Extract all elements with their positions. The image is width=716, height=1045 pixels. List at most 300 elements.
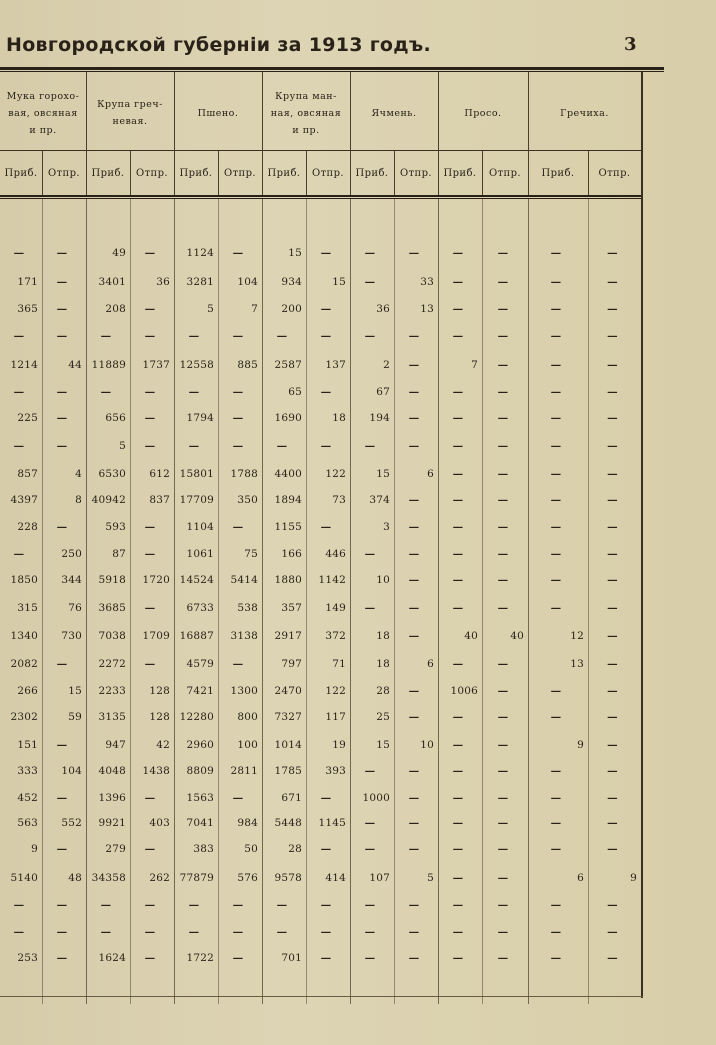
table-cell: 576 — [237, 872, 258, 884]
table-cell: — — [550, 330, 562, 342]
table-cell: 414 — [325, 872, 346, 884]
table-cell: — — [188, 386, 200, 398]
table-cell: 357 — [281, 602, 302, 614]
table-cell: — — [56, 521, 68, 533]
table-cell: — — [550, 521, 562, 533]
table-cell: — — [607, 792, 618, 804]
table-cell: — — [408, 952, 420, 964]
table-cell: 797 — [281, 658, 302, 670]
table-cell: — — [607, 602, 618, 614]
table-cell: 12558 — [179, 359, 214, 371]
table-cell: — — [188, 440, 200, 452]
table-cell: — — [452, 521, 464, 533]
group-header — [174, 80, 262, 146]
table-cell: — — [232, 792, 244, 804]
table-cell: — — [607, 899, 618, 911]
table-cell: 5 — [427, 872, 434, 884]
table-cell: — — [320, 247, 332, 259]
table-cell: — — [497, 548, 509, 560]
table-cell: — — [607, 494, 618, 506]
table-cell: 77879 — [179, 872, 214, 884]
table-cell: 1155 — [274, 521, 302, 533]
table-cell: — — [452, 765, 464, 777]
table-cell: 593 — [105, 521, 126, 533]
table-cell: 11889 — [91, 359, 126, 371]
table-cell: — — [56, 792, 68, 804]
table-cell: 36 — [376, 303, 390, 315]
table-cell: 1000 — [362, 792, 390, 804]
table-cell: — — [408, 899, 420, 911]
table-cell: — — [276, 440, 288, 452]
column-subheader: Приб. — [91, 167, 125, 179]
table-cell: 315 — [17, 602, 38, 614]
table-cell: — — [100, 899, 112, 911]
table-cell: 28 — [376, 685, 390, 697]
table-cell: — — [550, 412, 562, 424]
header-bottom-rule-thin — [0, 198, 642, 199]
table-cell: — — [364, 843, 376, 855]
table-cell: — — [320, 386, 332, 398]
table-row — [0, 737, 641, 753]
table-cell: — — [364, 330, 376, 342]
table-cell: — — [276, 330, 288, 342]
table-cell: 2470 — [274, 685, 302, 697]
table-cell: — — [452, 548, 464, 560]
page-number: 3 — [624, 34, 637, 55]
table-cell: — — [13, 440, 25, 452]
table-cell: — — [607, 303, 618, 315]
table-cell: 59 — [68, 711, 82, 723]
table-cell: 87 — [112, 548, 126, 560]
table-row — [0, 519, 641, 535]
table-cell: — — [56, 247, 68, 259]
table-cell: — — [13, 899, 25, 911]
table-cell: — — [497, 792, 509, 804]
table-cell: 171 — [17, 276, 38, 288]
table-cell: 50 — [244, 843, 258, 855]
table-cell: — — [550, 468, 562, 480]
table-cell: 800 — [237, 711, 258, 723]
table-cell: 6 — [427, 468, 434, 480]
table-cell: — — [364, 926, 376, 938]
table-cell: — — [408, 765, 420, 777]
table-cell: 1061 — [186, 548, 214, 560]
table-cell: — — [452, 386, 464, 398]
table-cell: 984 — [237, 817, 258, 829]
table-cell: 137 — [325, 359, 346, 371]
table-cell: 7 — [471, 359, 478, 371]
table-cell: — — [607, 843, 618, 855]
table-cell: — — [452, 872, 464, 884]
column-subheader: Отпр. — [48, 167, 80, 179]
table-cell: 6 — [577, 872, 584, 884]
table-cell: 151 — [17, 739, 38, 751]
table-cell: 552 — [61, 817, 82, 829]
table-cell: — — [497, 330, 509, 342]
column-subheader: Отпр. — [400, 167, 432, 179]
table-cell: — — [364, 899, 376, 911]
table-cell: — — [408, 817, 420, 829]
table-cell: 42 — [156, 739, 170, 751]
table-cell: — — [452, 711, 464, 723]
column-subheader: Приб. — [179, 167, 213, 179]
table-cell: — — [408, 412, 420, 424]
group-header — [0, 80, 86, 146]
table-cell: — — [320, 303, 332, 315]
table-cell: — — [497, 276, 509, 288]
table-cell: — — [607, 359, 618, 371]
column-subheader: Приб. — [4, 167, 38, 179]
table-cell: 4400 — [274, 468, 302, 480]
table-cell: 17709 — [179, 494, 214, 506]
table-cell: — — [497, 952, 509, 964]
table-cell: — — [497, 739, 509, 751]
table-cell: — — [56, 739, 68, 751]
table-cell: 365 — [17, 303, 38, 315]
table-cell: 75 — [244, 548, 258, 560]
table-cell: 374 — [369, 494, 390, 506]
table-cell: 13 — [420, 303, 434, 315]
table-cell: — — [188, 330, 200, 342]
table-cell: — — [497, 872, 509, 884]
table-cell: — — [408, 574, 420, 586]
table-cell: 1690 — [274, 412, 302, 424]
group-header-label: Крупа греч- невая. — [97, 99, 163, 127]
table-cell: 934 — [281, 276, 302, 288]
table-cell: 1104 — [186, 521, 214, 533]
table-cell: 1894 — [274, 494, 302, 506]
table-cell: 3135 — [98, 711, 126, 723]
table-cell: — — [550, 926, 562, 938]
table-cell: — — [144, 521, 156, 533]
table-cell: 730 — [61, 630, 82, 642]
table-cell: 1850 — [10, 574, 38, 586]
table-cell: — — [408, 247, 420, 259]
table-cell: — — [497, 574, 509, 586]
table-cell: — — [497, 468, 509, 480]
table-cell: 563 — [17, 817, 38, 829]
table-cell: — — [452, 739, 464, 751]
table-cell: — — [452, 330, 464, 342]
table-cell: — — [144, 386, 156, 398]
table-row — [0, 245, 641, 261]
table-cell: 5448 — [274, 817, 302, 829]
table-cell: — — [232, 247, 244, 259]
table-cell: — — [144, 602, 156, 614]
table-cell: — — [13, 548, 25, 560]
table-cell: — — [607, 739, 618, 751]
table-row — [0, 301, 641, 317]
table-cell: — — [497, 440, 509, 452]
table-cell: — — [144, 548, 156, 560]
table-cell: — — [497, 711, 509, 723]
table-cell: 6733 — [186, 602, 214, 614]
column-subheader: Отпр. — [136, 167, 168, 179]
table-cell: — — [408, 548, 420, 560]
table-row — [0, 790, 641, 806]
table-cell: 18 — [376, 630, 390, 642]
table-cell: 9921 — [98, 817, 126, 829]
table-cell: — — [364, 440, 376, 452]
table-cell: 1396 — [98, 792, 126, 804]
table-cell: 2960 — [186, 739, 214, 751]
table-cell: 3138 — [230, 630, 258, 642]
table-cell: 1709 — [142, 630, 170, 642]
table-cell: 2917 — [274, 630, 302, 642]
table-cell: — — [276, 899, 288, 911]
table-row — [0, 870, 641, 886]
table-cell: 128 — [149, 685, 170, 697]
table-cell: 67 — [376, 386, 390, 398]
table-cell: — — [550, 303, 562, 315]
table-cell: 266 — [17, 685, 38, 697]
table-cell: — — [497, 494, 509, 506]
table-cell: 25 — [376, 711, 390, 723]
table-cell: 122 — [325, 685, 346, 697]
table-cell: — — [232, 658, 244, 670]
column-subheader: Приб. — [541, 167, 575, 179]
table-cell: 4 — [75, 468, 82, 480]
table-cell: 19 — [332, 739, 346, 751]
column-subheader: Отпр. — [489, 167, 521, 179]
table-cell: 7041 — [186, 817, 214, 829]
table-cell: 3685 — [98, 602, 126, 614]
table-cell: 15 — [68, 685, 82, 697]
table-cell: 885 — [237, 359, 258, 371]
table-cell: — — [13, 386, 25, 398]
table-cell: 250 — [61, 548, 82, 560]
table-cell: 538 — [237, 602, 258, 614]
table-cell: — — [607, 685, 618, 697]
table-cell: — — [452, 574, 464, 586]
table-cell: — — [232, 899, 244, 911]
table-cell: — — [100, 386, 112, 398]
table-cell: 104 — [237, 276, 258, 288]
table-row — [0, 656, 641, 672]
table-row — [0, 815, 641, 831]
table-cell: 5 — [207, 303, 214, 315]
table-cell: — — [497, 843, 509, 855]
table-cell: 1145 — [318, 817, 346, 829]
table-cell: — — [56, 658, 68, 670]
table-cell: 44 — [68, 359, 82, 371]
table-cell: — — [497, 303, 509, 315]
table-cell: 2272 — [98, 658, 126, 670]
table-cell: — — [550, 817, 562, 829]
table-cell: — — [452, 952, 464, 964]
table-cell: — — [497, 685, 509, 697]
table-cell: — — [607, 276, 618, 288]
table-row — [0, 950, 641, 966]
table-cell: 5414 — [230, 574, 258, 586]
table-cell: 3 — [383, 521, 390, 533]
table-cell: — — [320, 440, 332, 452]
table-cell: — — [100, 330, 112, 342]
table-cell: — — [607, 658, 618, 670]
table-cell: 14524 — [179, 574, 214, 586]
table-cell: — — [607, 711, 618, 723]
table-cell: 7038 — [98, 630, 126, 642]
table-cell: 15801 — [179, 468, 214, 480]
table-cell: 15 — [332, 276, 346, 288]
table-cell: — — [56, 412, 68, 424]
table-row — [0, 492, 641, 508]
table-cell: 9 — [630, 872, 637, 884]
table-cell: 18 — [332, 412, 346, 424]
table-cell: 128 — [149, 711, 170, 723]
table-cell: — — [364, 952, 376, 964]
table-cell: — — [452, 602, 464, 614]
table-cell: 48 — [68, 872, 82, 884]
table-cell: 857 — [17, 468, 38, 480]
table-cell: 1794 — [186, 412, 214, 424]
table-cell: — — [232, 412, 244, 424]
table-cell: 34358 — [91, 872, 126, 884]
table-cell: 15 — [376, 739, 390, 751]
table-cell: — — [607, 817, 618, 829]
table-cell: 2587 — [274, 359, 302, 371]
table-row — [0, 709, 641, 725]
table-cell: 65 — [288, 386, 302, 398]
table-row — [0, 410, 641, 426]
table-cell: 10 — [376, 574, 390, 586]
table-cell: 16887 — [179, 630, 214, 642]
table-cell: 701 — [281, 952, 302, 964]
table-cell: 947 — [105, 739, 126, 751]
table-cell: 18 — [376, 658, 390, 670]
table-cell: 4048 — [98, 765, 126, 777]
table-cell: — — [144, 792, 156, 804]
group-header-label: Пшено. — [197, 107, 239, 119]
table-cell: — — [607, 574, 618, 586]
table-cell: 13 — [570, 658, 584, 670]
table-cell: — — [56, 440, 68, 452]
table-cell: — — [408, 440, 420, 452]
table-cell: 10 — [420, 739, 434, 751]
table-cell: 6 — [427, 658, 434, 670]
table-cell: — — [232, 330, 244, 342]
table-cell: 837 — [149, 494, 170, 506]
table-cell: — — [144, 952, 156, 964]
table-cell: — — [497, 521, 509, 533]
table-cell: 49 — [112, 247, 126, 259]
table-cell: 279 — [105, 843, 126, 855]
table-cell: — — [607, 926, 618, 938]
group-header — [528, 80, 641, 146]
table-cell: — — [232, 440, 244, 452]
table-cell: — — [320, 843, 332, 855]
table-cell: 1785 — [274, 765, 302, 777]
table-cell: 1124 — [186, 247, 214, 259]
bottom-rule — [0, 996, 643, 997]
table-cell: 194 — [369, 412, 390, 424]
table-cell: — — [607, 765, 618, 777]
table-cell: 344 — [61, 574, 82, 586]
table-cell: — — [144, 412, 156, 424]
table-cell: — — [364, 765, 376, 777]
table-cell: 107 — [369, 872, 390, 884]
table-cell: — — [497, 817, 509, 829]
table-cell: 2811 — [230, 765, 258, 777]
table-cell: 104 — [61, 765, 82, 777]
table-cell: — — [144, 658, 156, 670]
table-cell: 2302 — [10, 711, 38, 723]
top-rule — [0, 67, 664, 70]
table-cell: — — [452, 926, 464, 938]
table-cell: 2233 — [98, 685, 126, 697]
table-cell: 76 — [68, 602, 82, 614]
table-cell: — — [607, 330, 618, 342]
table-cell: — — [497, 765, 509, 777]
table-cell: — — [364, 817, 376, 829]
table-cell: 33 — [420, 276, 434, 288]
table-cell: — — [497, 926, 509, 938]
table-cell: — — [408, 711, 420, 723]
group-header — [262, 80, 350, 146]
table-cell: — — [452, 303, 464, 315]
group-header — [438, 80, 528, 146]
table-cell: 9 — [577, 739, 584, 751]
table-cell: 1014 — [274, 739, 302, 751]
right-frame-line — [641, 72, 643, 998]
table-cell: — — [607, 468, 618, 480]
table-row — [0, 924, 641, 940]
table-cell: 1880 — [274, 574, 302, 586]
table-cell: 15 — [288, 247, 302, 259]
table-cell: — — [232, 926, 244, 938]
table-cell: — — [408, 330, 420, 342]
table-cell: — — [364, 276, 376, 288]
table-cell: 452 — [17, 792, 38, 804]
table-cell: — — [607, 521, 618, 533]
table-cell: 1300 — [230, 685, 258, 697]
group-header-label: Гречиха. — [560, 107, 609, 119]
table-cell: — — [497, 359, 509, 371]
table-cell: 656 — [105, 412, 126, 424]
table-cell: 28 — [288, 843, 302, 855]
table-cell: 225 — [17, 412, 38, 424]
table-cell: 15 — [376, 468, 390, 480]
table-cell: — — [550, 494, 562, 506]
table-cell: — — [144, 330, 156, 342]
table-cell: 7 — [251, 303, 258, 315]
table-cell: — — [232, 386, 244, 398]
table-cell: — — [56, 843, 68, 855]
table-cell: — — [364, 602, 376, 614]
table-cell: 383 — [193, 843, 214, 855]
table-cell: — — [364, 548, 376, 560]
table-cell: — — [452, 817, 464, 829]
table-cell: 1720 — [142, 574, 170, 586]
table-cell: — — [452, 247, 464, 259]
table-cell: — — [320, 792, 332, 804]
table-cell: — — [408, 792, 420, 804]
table-cell: — — [408, 926, 420, 938]
table-cell: — — [408, 843, 420, 855]
table-cell: 612 — [149, 468, 170, 480]
table-cell: — — [607, 440, 618, 452]
table-cell: — — [550, 276, 562, 288]
table-cell: — — [550, 548, 562, 560]
table-cell: 4397 — [10, 494, 38, 506]
table-row — [0, 763, 641, 779]
table-cell: — — [144, 899, 156, 911]
table-cell: 1788 — [230, 468, 258, 480]
table-cell: — — [452, 440, 464, 452]
table-cell: — — [56, 386, 68, 398]
table-cell: — — [452, 899, 464, 911]
table-cell: 5918 — [98, 574, 126, 586]
